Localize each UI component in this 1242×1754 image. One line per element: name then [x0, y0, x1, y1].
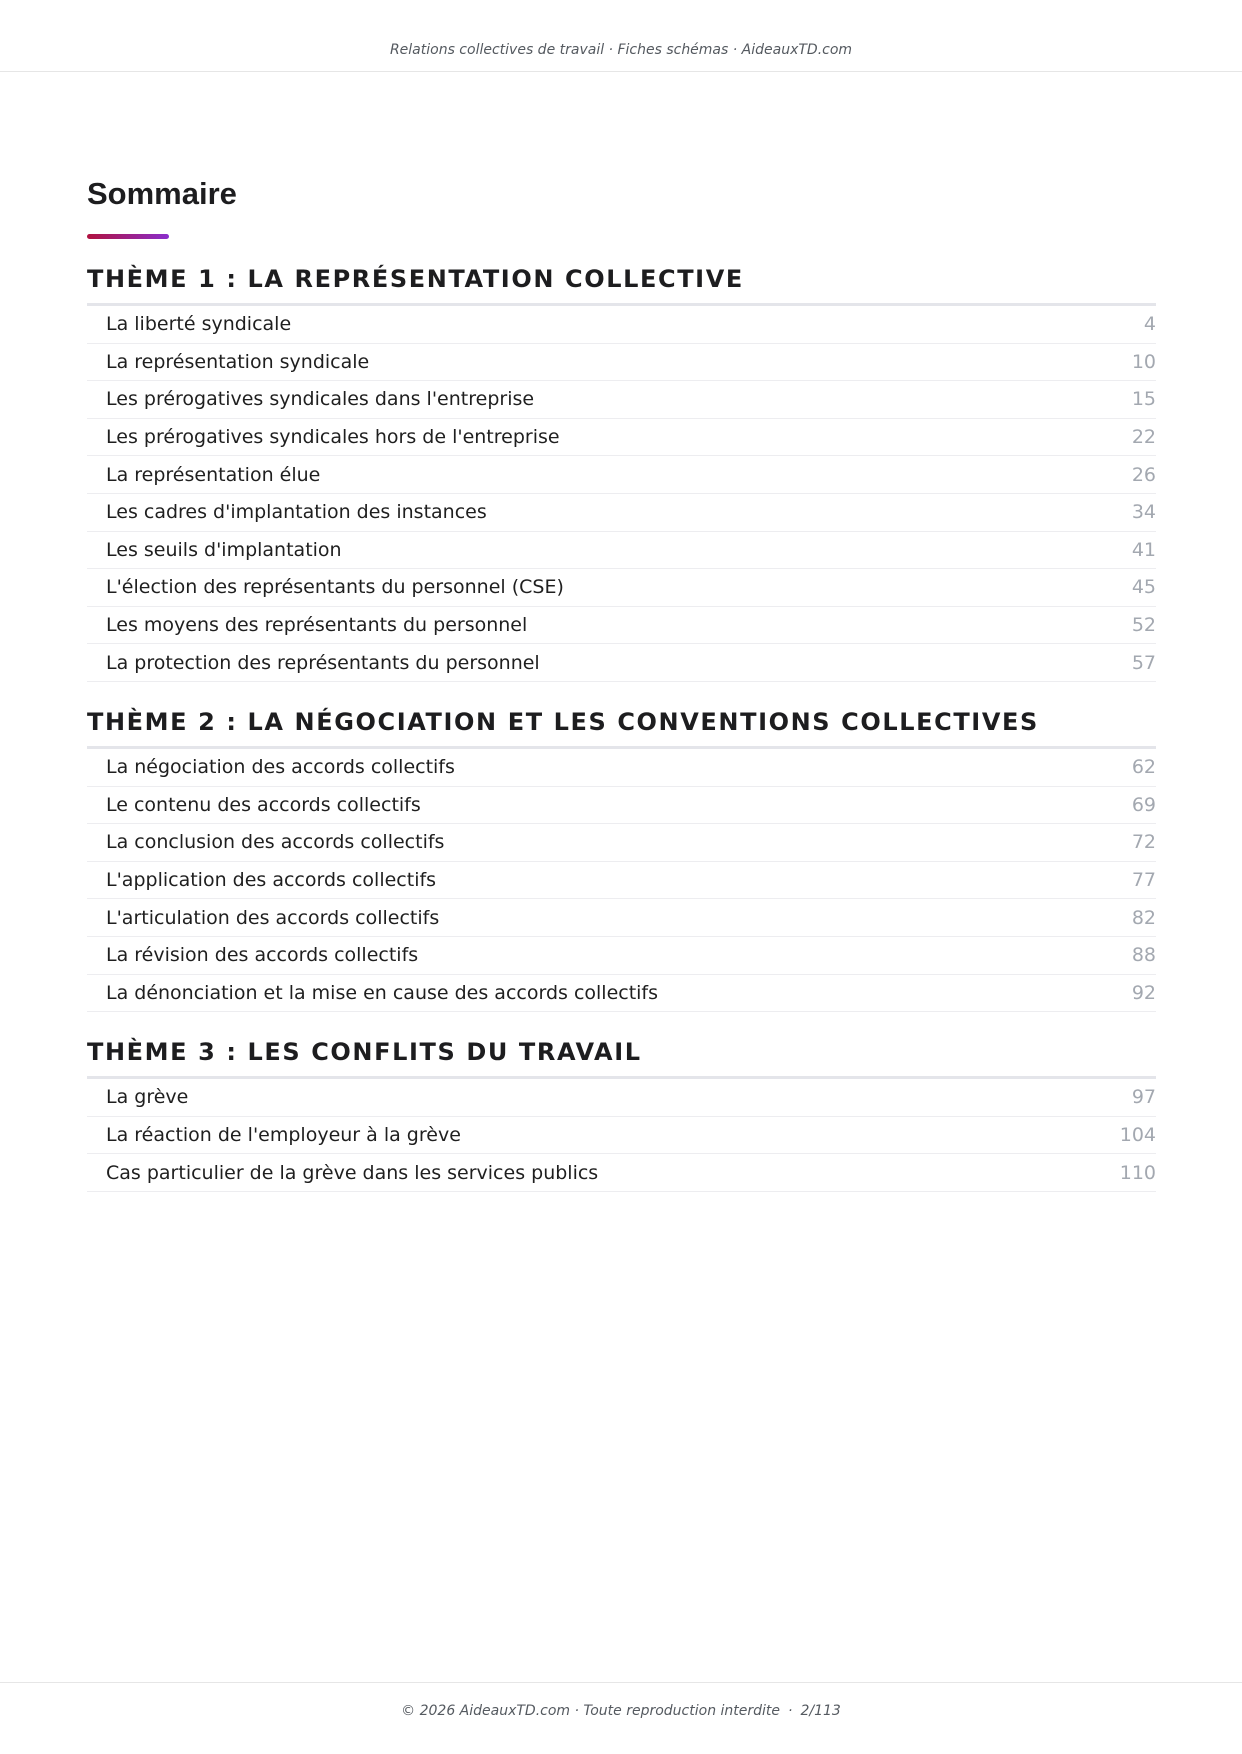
- toc-entry[interactable]: [87, 1154, 1156, 1192]
- theme-section: [87, 263, 1156, 682]
- theme-section: [87, 706, 1156, 1012]
- toc-entry-title: L'articulation des accords collectifs: [106, 906, 440, 929]
- toc-entry-title: La conclusion des accords collectifs: [106, 831, 445, 854]
- toc-entry[interactable]: [87, 607, 1156, 645]
- toc-entry[interactable]: [87, 569, 1156, 607]
- toc-entry[interactable]: [87, 456, 1156, 494]
- toc-entry[interactable]: [87, 306, 1156, 344]
- theme-heading: THÈME 1 : LA REPRÉSENTATION COLLECTIVE: [87, 263, 1156, 306]
- toc-entry-page-number: 92: [1131, 981, 1156, 1004]
- toc-entry[interactable]: [87, 644, 1156, 682]
- toc-entry-page-number: 69: [1131, 793, 1156, 816]
- toc-entry-title: Les seuils d'implantation: [106, 538, 342, 561]
- toc-entry[interactable]: [87, 494, 1156, 532]
- theme-heading: THÈME 2 : LA NÉGOCIATION ET LES CONVENTIONS COLLECTIVES: [87, 706, 1156, 749]
- theme-section: [87, 1036, 1156, 1192]
- theme-heading: THÈME 3 : LES CONFLITS DU TRAVAIL: [87, 1036, 1156, 1079]
- themes-container: [87, 263, 1156, 1192]
- toc-entry-title: Les moyens des représentants du personnel: [106, 614, 528, 637]
- toc-entry-title: Le contenu des accords collectifs: [106, 793, 421, 816]
- toc-entry[interactable]: [87, 381, 1156, 419]
- toc-entry[interactable]: [87, 899, 1156, 937]
- toc-entry[interactable]: [87, 1079, 1156, 1117]
- toc-entry-page-number: 72: [1131, 831, 1156, 854]
- toc-entry-page-number: 10: [1131, 350, 1156, 373]
- toc-entry-page-number: 41: [1131, 538, 1156, 561]
- toc-entry-title: La liberté syndicale: [106, 313, 292, 336]
- toc-entry-page-number: 4: [1143, 313, 1156, 336]
- toc-list: [87, 1079, 1156, 1192]
- table-of-contents: [87, 172, 1156, 1192]
- toc-entry[interactable]: [87, 937, 1156, 975]
- toc-entry[interactable]: [87, 344, 1156, 382]
- page-indicator: 2/113: [800, 1703, 841, 1719]
- toc-entry-title: Les prérogatives syndicales hors de l'entreprise: [106, 426, 560, 449]
- toc-entry-title: La dénonciation et la mise en cause des accords collectifs: [106, 981, 659, 1004]
- toc-entry-title: Les cadres d'implantation des instances: [106, 501, 487, 524]
- footer-text: [0, 1703, 1242, 1719]
- toc-entry[interactable]: [87, 1117, 1156, 1155]
- toc-entry-title: Les prérogatives syndicales dans l'entreprise: [106, 388, 535, 411]
- toc-entry[interactable]: [87, 862, 1156, 900]
- toc-entry-page-number: 97: [1131, 1086, 1156, 1109]
- toc-entry-page-number: 104: [1119, 1123, 1156, 1146]
- toc-entry[interactable]: [87, 532, 1156, 570]
- toc-entry-page-number: 34: [1131, 501, 1156, 524]
- toc-entry[interactable]: [87, 419, 1156, 457]
- toc-entry-page-number: 52: [1131, 614, 1156, 637]
- footer-copyright: © 2026 AideauxTD.com · Toute reproduction interdite: [401, 1703, 781, 1719]
- toc-entry-page-number: 26: [1131, 463, 1156, 486]
- toc-entry-page-number: 77: [1131, 869, 1156, 892]
- page-footer: [0, 1682, 1242, 1754]
- toc-entry-page-number: 88: [1131, 944, 1156, 967]
- toc-entry-title: La réaction de l'employeur à la grève: [106, 1123, 461, 1146]
- toc-entry-page-number: 82: [1131, 906, 1156, 929]
- title-accent-bar: [87, 234, 169, 239]
- toc-entry-title: La protection des représentants du personnel: [106, 651, 540, 674]
- footer-separator: ·: [788, 1703, 793, 1719]
- toc-entry-title: L'application des accords collectifs: [106, 869, 437, 892]
- page-title: Sommaire: [87, 176, 237, 211]
- toc-entry-title: La négociation des accords collectifs: [106, 756, 455, 779]
- toc-entry-title: La représentation syndicale: [106, 350, 370, 373]
- toc-entry[interactable]: [87, 749, 1156, 787]
- header-text: Relations collectives de travail · Fiches schémas · AideauxTD.com: [389, 42, 853, 58]
- toc-entry-title: L'élection des représentants du personnel (CSE): [106, 576, 564, 599]
- toc-entry-title: La représentation élue: [106, 463, 321, 486]
- toc-entry-page-number: 57: [1131, 651, 1156, 674]
- toc-entry[interactable]: [87, 824, 1156, 862]
- toc-entry-title: La révision des accords collectifs: [106, 944, 419, 967]
- toc-entry[interactable]: [87, 975, 1156, 1013]
- toc-entry[interactable]: [87, 787, 1156, 825]
- toc-list: [87, 749, 1156, 1012]
- toc-entry-page-number: 62: [1131, 756, 1156, 779]
- toc-list: [87, 306, 1156, 682]
- toc-entry-page-number: 45: [1131, 576, 1156, 599]
- toc-entry-title: La grève: [106, 1086, 189, 1109]
- toc-entry-page-number: 15: [1131, 388, 1156, 411]
- toc-entry-page-number: 22: [1131, 426, 1156, 449]
- toc-entry-title: Cas particulier de la grève dans les services publics: [106, 1161, 599, 1184]
- toc-entry-page-number: 110: [1119, 1161, 1156, 1184]
- page-header: [0, 0, 1242, 72]
